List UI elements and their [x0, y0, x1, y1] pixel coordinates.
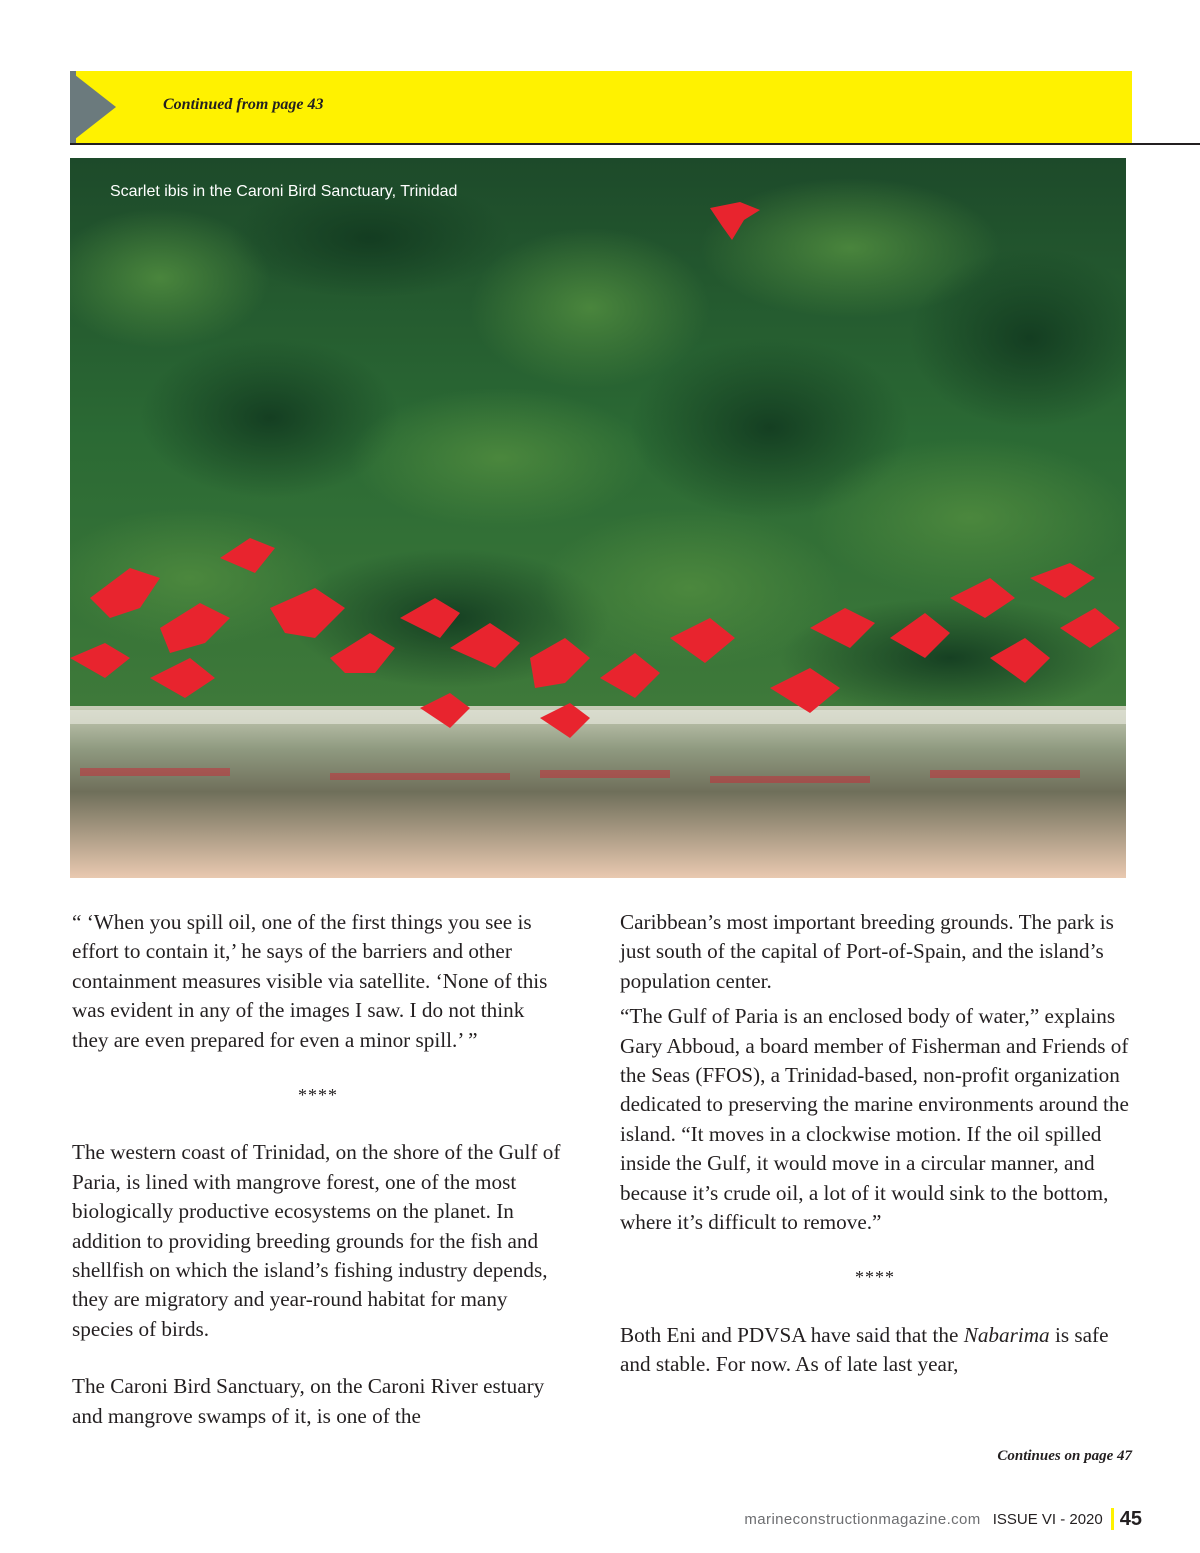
right-paragraph-3: [620, 1321, 1130, 1380]
left-paragraph-3: The Caroni Bird Sanctuary, on the Caroni River estuary and mangrove swamps of it, is one of the: [72, 1374, 545, 1428]
continues-on-label: Continues on page 47: [997, 1448, 1132, 1464]
footer-issue: ISSUE VI - 2020: [992, 1510, 1103, 1528]
left-paragraph-1: “ ‘When you spill oil, one of the first things you see is effort to contain it,’ he says of the barriers and other containment measures visible via satellite. ‘None of this was evident in any of the images I saw. I do not think they are even prepared for even a minor spill.’ ”: [72, 910, 548, 1052]
photo-caption: Scarlet ibis in the Caroni Bird Sanctuary, Trinidad: [110, 183, 458, 200]
forest-texture: [70, 178, 1126, 718]
footer-divider: [1111, 1508, 1114, 1530]
right-paragraph-3-end: is safe and stable. For now. As of late last year,: [620, 1322, 1109, 1377]
section-separator: ****: [855, 1267, 895, 1288]
right-paragraph-3-start: Both Eni and PDVSA have said that the: [620, 1322, 964, 1347]
continued-from-label: Continued from page 43: [163, 96, 324, 113]
section-separator: ****: [298, 1085, 338, 1106]
page-footer: [744, 1506, 1142, 1532]
photo-illustration: [70, 158, 1126, 878]
scarlet-ibis-photo: [70, 158, 1126, 878]
header-rule: [70, 143, 1200, 145]
right-paragraph-1: Caribbean’s most important breeding grounds. The park is just south of the capital of Port-of-Spain, and the island’s population center.: [620, 910, 1114, 993]
right-paragraph-2: “The Gulf of Paria is an enclosed body of water,” explains Gary Abboud, a board member of Fisherman and Friends of the Seas (FFOS), a Trinidad-based, non-profit organization dedicated to preserving the marine environments around the island. “It moves in a clockwise motion. If the oil spilled inside the Gulf, it would move in a circular manner, and because it’s crude oil, a lot of it would sink to the bottom, where it’s difficult to remove.”: [620, 1004, 1129, 1235]
vessel-name: Nabarima: [963, 1322, 1050, 1347]
footer-website: marineconstructionmagazine.com: [744, 1510, 981, 1528]
article-left-column: [72, 908, 564, 1431]
header-arrow-icon: [70, 71, 116, 143]
article-right-column: [620, 908, 1130, 1380]
page-number: 45: [1119, 1507, 1142, 1530]
left-paragraph-2: The western coast of Trinidad, on the shore of the Gulf of Paria, is lined with mangrove forest, one of the most biologically productive ecosystems on the planet. In addition to providing breeding grounds for the fish and shellfish on which the island’s fishing industry depends, they are migratory and year-round habitat for many species of birds.: [72, 1140, 561, 1341]
